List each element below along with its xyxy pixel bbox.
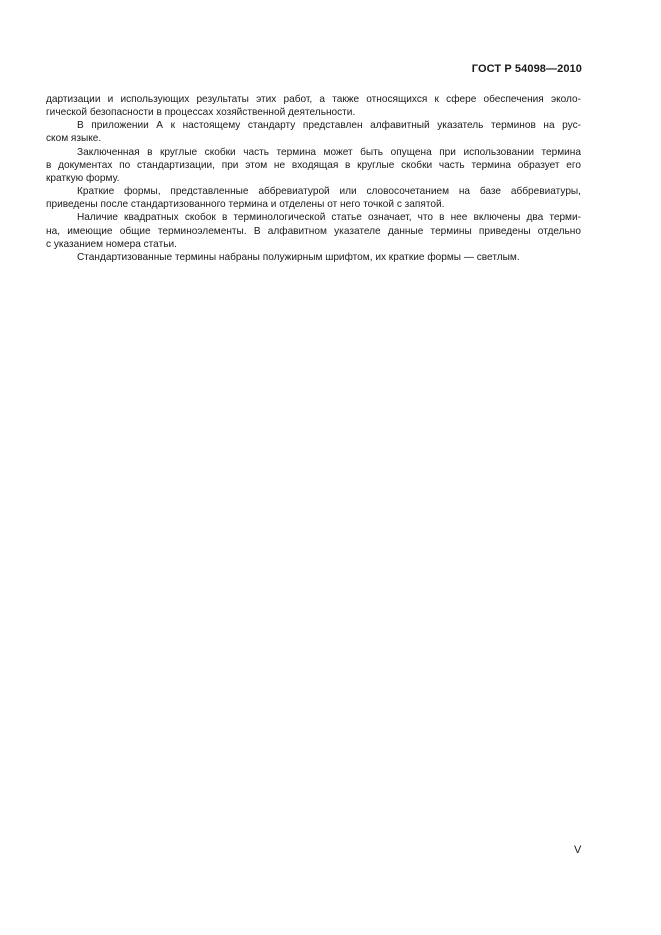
- paragraph-first-line: Наличие квадратных скобок в терминологической статье означает, что в нее включены два терми-: [77, 212, 581, 224]
- text-line: краткую форму.: [46, 172, 120, 184]
- text-line: гической безопасности в процессах хозяйственной деятельности.: [46, 107, 356, 119]
- body-text: [46, 93, 581, 264]
- document-code-header: ГОСТ Р 54098—2010: [471, 63, 582, 75]
- text-line: в документах по стандартизации, при этом не входящая в круглые скобки часть термина образует его: [46, 159, 581, 171]
- text-line: дартизации и использующих результаты этих работ, а также относящихся к сфере обеспечения эколо-: [46, 94, 581, 105]
- page-number: V: [574, 844, 582, 856]
- paragraph-first-line: Краткие формы, представленные аббревиатурой или словосочетанием на базе аббревиатуры,: [77, 186, 581, 198]
- text-line: на, имеющие общие терминоэлементы. В алфавитном указателе данные термины приведены отдельно: [46, 225, 581, 237]
- paragraph-first-line: Стандартизованные термины набраны полужирным шрифтом, их краткие формы — светлым.: [77, 251, 520, 263]
- text-line: приведены после стандартизованного термина и отделены от него точкой с запятой.: [46, 199, 445, 211]
- text-line: с указанием номера статьи.: [46, 238, 177, 250]
- paragraph-first-line: В приложении А к настоящему стандарту представлен алфавитный указатель терминов на рус-: [77, 120, 581, 132]
- paragraph-first-line: Заключенная в круглые скобки часть термина может быть опущена при использовании термина: [77, 146, 581, 158]
- text-line: ском языке.: [46, 133, 102, 145]
